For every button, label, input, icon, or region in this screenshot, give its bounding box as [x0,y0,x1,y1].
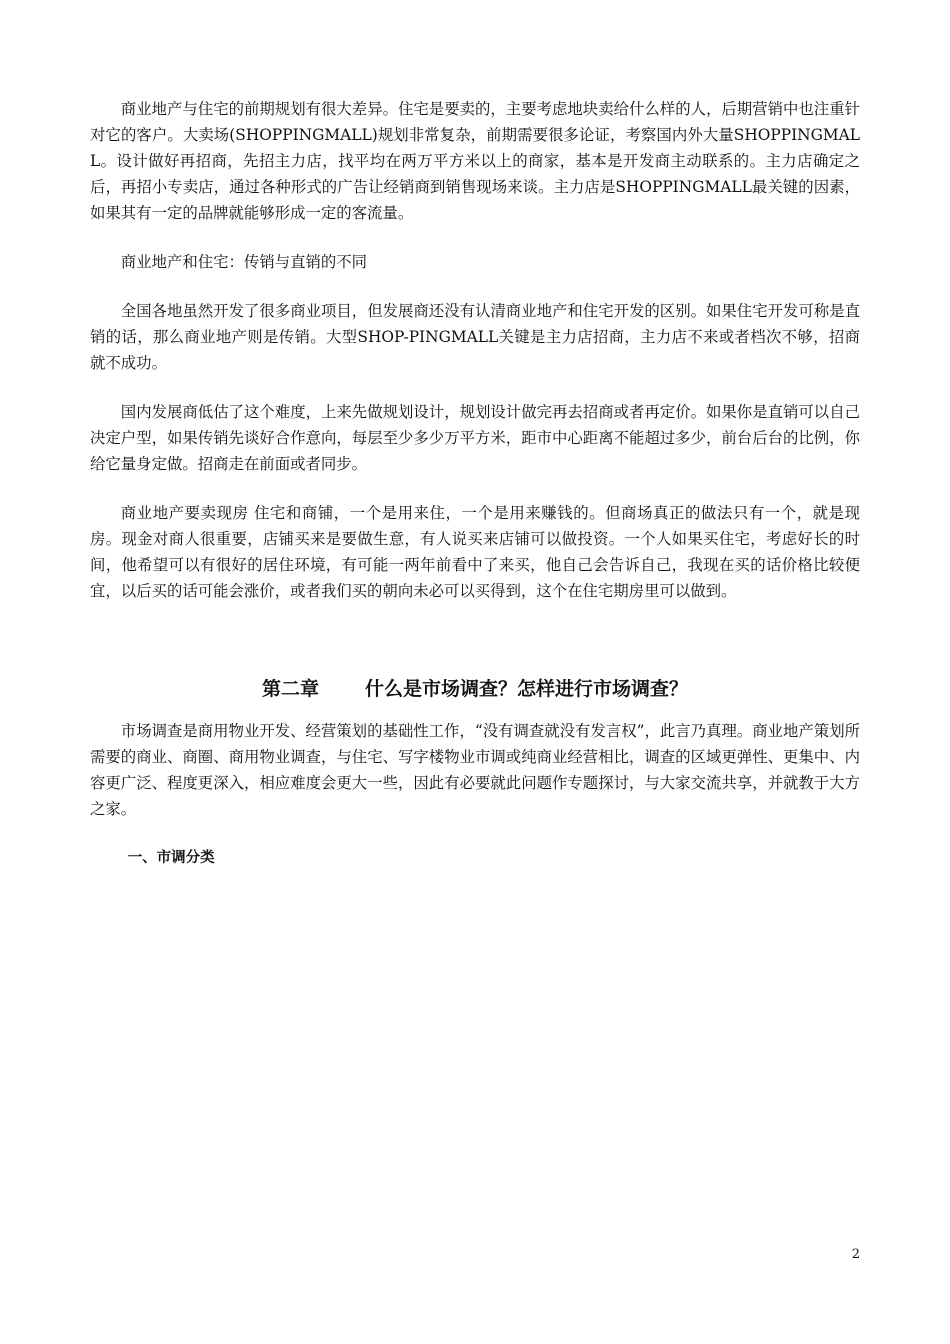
paragraph-spacer [90,822,860,845]
paragraph-spacer [90,226,860,249]
chapter-number: 第二章 [261,678,319,700]
page-content [90,96,860,871]
chapter-spacer [90,604,860,674]
paragraph-commercial-vs-residential: 全国各地虽然开发了很多商业项目，但发展商还没有认清商业地产和住宅开发的区别。如果住宅开发可称是直销的话，那么商业地产则是传销。大型SHOP-PINGMALL关键是主力店招商，主力店不来或者档次不够，招商就不成功。 [90,302,860,372]
paragraph-market-research-intro: 市场调查是商用物业开发、经营策划的基础性工作，“没有调查就没有发言权”，此言乃真理。商业地产策划所需要的商业、商圈、商用物业调查，与住宅、写字楼物业市调或纯商业经营相比，调查的区域更弹性、更集中、内容更广泛、程度更深入，相应难度会更大一些，因此有必要就此问题作专题探讨，与大家交流共享，并就教于大方之家。 [90,722,860,818]
paragraph-planning-difference: 商业地产与住宅的前期规划有很大差异。住宅是要卖的，主要考虑地块卖给什么样的人，后期营销中也注重针对它的客户。大卖场(SHOPPINGMALL)规划非常复杂，前期需要很多论证，考察国内外大量SHOPPINGMALL。设计做好再招商，先招主力店，找平均在两万平方米以上的商家，基本是开发商主动联系的。主力店确定之后，再招小专卖店，通过各种形式的广告让经销商到销售现场来谈。主力店是SHOPPINGMALL最关键的因素，如果其有一定的品牌就能够形成一定的客流量。 [90,100,860,222]
paragraph-spacer [90,275,860,298]
paragraph-domestic-developers: 国内发展商低估了这个难度，上来先做规划设计，规划设计做完再去招商或者再定价。如果你是直销可以自己决定户型，如果传销先谈好合作意向，每层至少多少万平方米，距市中心距离不能超过多少，前台后台的比例，你给它量身定做。招商走在前面或者同步。 [90,403,860,473]
section-heading: 一、市调分类 [127,850,215,866]
chapter-title: 什么是市场调查？怎样进行市场调查？ [365,678,689,700]
chapter-heading [90,674,860,704]
paragraph-sell-completed-property: 商业地产要卖现房 住宅和商铺，一个是用来住，一个是用来赚钱的。但商场真正的做法只有一个，就是现房。现金对商人很重要，店铺买来是要做生意，有人说买来店铺可以做投资。一个人如果买住宅，考虑好长的时间，他希望可以有很好的居住环境，有可能一两年前看中了来买，他自己会告诉自己，我现在买的话价格比较便宜，以后买的话可能会涨价，或者我们买的朝向未必可以买得到，这个在住宅期房里可以做到。 [90,504,860,600]
page-number: 2 [851,1247,860,1262]
paragraph-subheading-direct-vs-indirect: 商业地产和住宅：传销与直销的不同 [120,253,368,271]
paragraph-spacer [90,477,860,500]
paragraph-spacer [90,376,860,399]
